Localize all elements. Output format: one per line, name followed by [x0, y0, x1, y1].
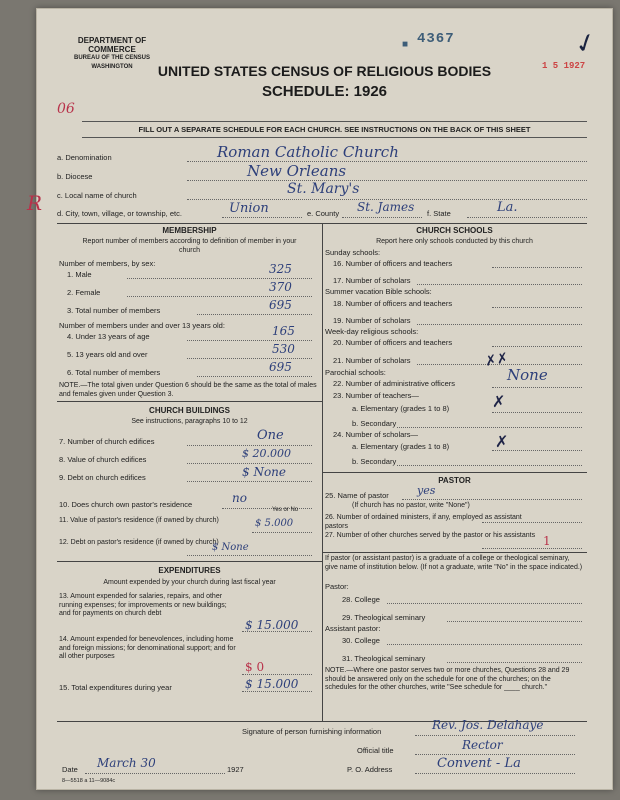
edifice-count-value: One	[257, 428, 284, 443]
yes-no-note: Yes or No	[272, 507, 299, 513]
female-value: 370	[269, 280, 292, 294]
city-label: d. City, town, village, or township, etc.	[57, 209, 182, 218]
q28-label: 28. College	[342, 595, 380, 604]
scribble-mark: ✗	[495, 432, 509, 451]
q19-line	[417, 324, 582, 325]
county-label: e. County	[307, 209, 340, 218]
female-line	[127, 296, 312, 297]
schedule-title: SCHEDULE: 1926	[261, 83, 388, 100]
buildings-bottom-line	[57, 561, 322, 562]
county-line	[342, 217, 422, 218]
q24a-label: a. Elementary (grades 1 to 8)	[352, 442, 450, 451]
graduate-note: If pastor (or assistant pastor) is a graduate of a college or theological seminary, give name of institution below. (If not a graduate, write "No" in the space indicated.)	[325, 555, 583, 571]
benevolences-value: $ 0	[245, 660, 265, 674]
diocese-value: New Orleans	[247, 162, 347, 180]
q23b-line	[397, 427, 582, 428]
q22-label: 22. Number of administrative officers	[333, 379, 455, 388]
under-13-line	[187, 340, 312, 341]
signature-line	[415, 735, 575, 736]
official-title-line	[415, 754, 575, 755]
edifice-value-value: $ 20.000	[242, 447, 291, 460]
residence-debt-line	[187, 555, 312, 556]
membership-note: NOTE.—The total given under Question 6 should be the same as the total of males and females given under Question 3.	[59, 382, 317, 398]
date-year: 1927	[227, 765, 244, 774]
state-value: La.	[497, 200, 518, 215]
census-schedule-sheet	[27, 8, 613, 790]
total-members-line	[197, 314, 312, 315]
male-value: 325	[269, 262, 292, 276]
owns-residence-label: 10. Does church own pastor's residence	[59, 500, 193, 509]
margin-r-mark: R	[27, 191, 43, 215]
q20-line	[492, 346, 582, 347]
residence-debt-label: 12. Debt on pastor's residence (if owned by church)	[59, 539, 219, 546]
edifice-count-line	[187, 445, 312, 446]
city-name: WASHINGTON	[91, 64, 133, 70]
edifice-value-line	[187, 463, 312, 464]
schools-intro: Report here only schools conducted by this church	[376, 238, 533, 245]
weekday-schools-label: Week-day religious schools:	[325, 327, 419, 336]
q25-note: (If church has no pastor, write "None")	[352, 502, 470, 509]
q28-line	[387, 603, 582, 604]
residence-value-value: $ 5.000	[255, 518, 294, 529]
q30-line	[387, 644, 582, 645]
benevolences-label: 14. Amount expended for benevolences, including home and foreign missions; for denominational support; and for all other purposes	[59, 636, 236, 660]
department-name: DEPARTMENT OF COMMERCE	[77, 36, 147, 54]
buildings-title: CHURCH BUILDINGS	[149, 406, 230, 415]
schools-bottom-line	[322, 472, 587, 473]
bureau-name: BUREAU OF THE CENSUS	[73, 55, 150, 61]
q16-label: 16. Number of officers and teachers	[333, 259, 453, 268]
pastor-sub-label: Pastor:	[325, 582, 349, 591]
q24-label: 24. Number of scholars—	[333, 430, 419, 439]
total-members-2-value: 695	[269, 360, 292, 374]
serial-number: 4367	[417, 31, 455, 47]
po-address-label: P. O. Address	[347, 765, 393, 774]
date-line	[85, 773, 225, 774]
q23a-line	[492, 412, 582, 413]
scribble-mark: ✗	[492, 392, 506, 411]
assistant-sub-label: Assistant pastor:	[325, 624, 381, 633]
date-stamp: 1 5 1927	[542, 61, 586, 71]
q26-line	[482, 522, 582, 523]
running-expenses-label: 13. Amount expended for salaries, repairs, and other running expenses; for improvements or new buildings; and for payments on church debt	[59, 593, 227, 617]
q23-label: 23. Number of teachers—	[333, 391, 419, 400]
total-members-2-label: 6. Total number of members	[67, 368, 161, 377]
running-expenses-value: $ 15.000	[245, 618, 299, 632]
po-address-line	[415, 773, 575, 774]
q27-value: 1	[543, 534, 551, 548]
q29-label: 29. Theological seminary	[342, 613, 426, 622]
residence-debt-value: $ None	[212, 542, 249, 553]
q19-label: 19. Number of scholars	[333, 316, 411, 325]
q17-line	[417, 284, 582, 285]
city-line	[222, 217, 302, 218]
membership-intro: Report number of members according to definition of member in your church	[82, 238, 297, 254]
pastor-title: PASTOR	[438, 476, 471, 485]
form-number: 8—5518 a 11—9084c	[62, 778, 116, 784]
q26-label: 26. Number of ordained ministers, if any, employed as assistant pastors	[325, 514, 522, 530]
official-title-value: Rector	[462, 738, 503, 752]
bullet-mark: ■	[402, 39, 409, 50]
under-13-label: 4. Under 13 years of age	[67, 332, 150, 341]
membership-title: MEMBERSHIP	[162, 226, 217, 235]
po-address-value: Convent - La	[437, 756, 521, 771]
q25-value: yes	[417, 484, 436, 497]
state-label: f. State	[427, 209, 451, 218]
date-label: Date	[62, 765, 78, 774]
over-13-line	[187, 358, 312, 359]
male-label: 1. Male	[67, 270, 92, 279]
total-expenditures-value: $ 15.000	[245, 677, 299, 691]
form-title: UNITED STATES CENSUS OF RELIGIOUS BODIES	[157, 63, 492, 79]
total-members-value: 695	[269, 298, 292, 312]
local-name-label: c. Local name of church	[57, 191, 137, 200]
over-13-label: 5. 13 years old and over	[67, 350, 148, 359]
q25-label: 25. Name of pastor	[325, 491, 389, 500]
schools-title: CHURCH SCHOOLS	[416, 226, 493, 235]
denomination-label: a. Denomination	[57, 153, 112, 162]
benevolences-line	[242, 674, 312, 675]
signature-label: Signature of person furnishing information	[242, 727, 382, 736]
expenditures-intro: Amount expended by your church during last fiscal year	[103, 579, 276, 586]
summer-schools-label: Summer vacation Bible schools:	[325, 287, 432, 296]
edifice-debt-value: $ None	[242, 465, 287, 479]
membership-bottom-line	[57, 401, 322, 402]
state-line	[467, 217, 587, 218]
edifice-value-label: 8. Value of church edifices	[59, 455, 147, 464]
q31-label: 31. Theological seminary	[342, 654, 426, 663]
edifice-count-label: 7. Number of church edifices	[59, 437, 155, 446]
over-13-value: 530	[272, 342, 295, 356]
county-value: St. James	[357, 200, 415, 214]
q21-label: 21. Number of scholars	[333, 356, 411, 365]
q31-line	[447, 662, 582, 663]
total-members-label: 3. Total number of members	[67, 306, 161, 315]
expenditures-title: EXPENDITURES	[158, 566, 221, 575]
owns-residence-value: no	[232, 491, 247, 505]
q22-value: None	[507, 366, 548, 384]
q27-line	[482, 548, 582, 549]
instruction-line: FILL OUT A SEPARATE SCHEDULE FOR EACH CHURCH. SEE INSTRUCTIONS ON THE BACK OF THIS SHEET	[82, 121, 587, 138]
residence-value-line	[252, 532, 312, 533]
q18-line	[492, 307, 582, 308]
pastor-note: NOTE.—Where one pastor serves two or more churches, Questions 28 and 29 should be answered only on the schedule for one of the churches; on the schedules for the other churches, write "See schedule for ____ church."	[325, 667, 570, 691]
total-expenditures-label: 15. Total expenditures during year	[59, 683, 172, 692]
official-title-label: Official title	[357, 746, 394, 755]
total-members-2-line	[197, 376, 312, 377]
date-value: March 30	[97, 756, 156, 770]
q16-line	[492, 267, 582, 268]
female-label: 2. Female	[67, 288, 101, 297]
parochial-schools-label: Parochial schools:	[325, 368, 386, 377]
male-line	[127, 278, 312, 279]
q27-label: 27. Number of other churches served by the pastor or his assistants	[325, 532, 536, 539]
q23a-label: a. Elementary (grades 1 to 8)	[352, 404, 450, 413]
diocese-line	[187, 180, 587, 181]
diocese-label: b. Diocese	[57, 172, 93, 181]
city-value: Union	[229, 201, 269, 216]
q24b-line	[397, 465, 582, 466]
q23b-label: b. Secondary	[352, 419, 397, 428]
age-intro-label: Number of members under and over 13 years old:	[59, 321, 225, 330]
buildings-sub: See instructions, paragraphs 10 to 12	[131, 418, 248, 425]
q30-label: 30. College	[342, 636, 380, 645]
scribble-mark: ✗✗	[483, 350, 510, 370]
residence-value-label: 11. Value of pastor's residence (if owned by church)	[59, 517, 219, 524]
q17-label: 17. Number of scholars	[333, 276, 411, 285]
signature-value: Rev. Jos. Delahaye	[432, 718, 544, 732]
owns-residence-line	[222, 508, 312, 509]
denomination-value: Roman Catholic Church	[217, 143, 399, 161]
q20-label: 20. Number of officers and teachers	[333, 338, 453, 347]
q18-label: 18. Number of officers and teachers	[333, 299, 453, 308]
margin-note: 06	[57, 101, 75, 117]
check-mark-icon: ✓	[570, 26, 601, 62]
q29-line	[447, 621, 582, 622]
edifice-debt-line	[187, 481, 312, 482]
q22-line	[492, 387, 582, 388]
sunday-schools-label: Sunday schools:	[325, 248, 381, 257]
local-name-value: St. Mary's	[287, 181, 360, 197]
under-13-value: 165	[272, 324, 295, 338]
members-by-sex-label: Number of members, by sex:	[59, 259, 156, 268]
pastor-divider	[322, 552, 587, 553]
edifice-debt-label: 9. Debt on church edifices	[59, 473, 146, 482]
q24b-label: b. Secondary	[352, 457, 397, 466]
total-expenditures-line	[242, 691, 312, 692]
q25-line	[402, 499, 582, 500]
